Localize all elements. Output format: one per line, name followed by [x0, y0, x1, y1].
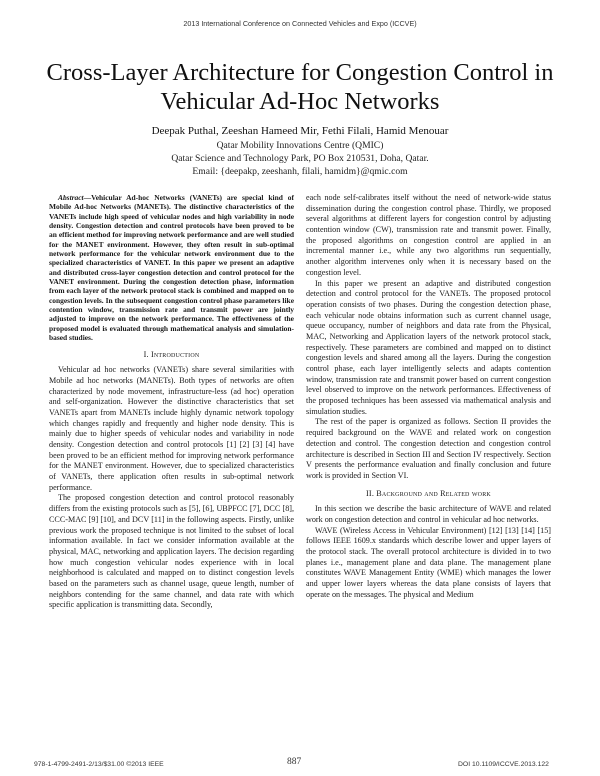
abstract-label: Abstract [58, 193, 84, 202]
section-title: Background and Related work [376, 488, 491, 498]
affiliation-block [0, 140, 600, 178]
paragraph: Vehicular ad hoc networks (VANETs) share several similarities with Mobile ad hoc networks (MANETs). Both types of networks are often characterized by node movement, infrastructure-less (ad hoc) operation and self-organization. However the distinctive characteristics that set VANETs apart from MANETs include highly dynamic network topology which changes rapidly and frequently and higher node density. This is mainly due to higher speeds of vehicular nodes and variability in node density. Congestion detection and control protocols [1] [2] [3] [4] have been proved to be an efficient method for improving network performance for the MANET environment. However, due to specialized characteristics of VANETs, there application often results in sub-optimal network performance. [49, 365, 294, 492]
author-list: Deepak Puthal, Zeeshan Hameed Mir, Fethi Filali, Hamid Menouar [151, 125, 449, 137]
affiliation-line-1: Qatar Mobility Innovations Centre (QMIC) [216, 140, 384, 151]
paragraph: In this paper we present an adaptive and distributed congestion detection and control protocol for the VANETs. The proposed protocol operation consists of two phases. During the congestion detection phase, each vehicular node obtains information such as current channel usage, queue occupancy, number of neighbors and data rate from the Physical, MAC, Networking and Application layers of the network protocol stack, respectively. These parameters are combined and mapped on to distinct congestion levels and shared among all the layers. During the congestion control phase, each layer intelligently selects and adapts contention window, transmission rate and transmit power based on current congestion level observed to improve on the network performances. Effectiveness of the proposed techniques has been assessed via mathematical analysis and simulation studies. [306, 278, 551, 416]
section-heading-introduction [49, 350, 294, 361]
right-column [306, 193, 551, 600]
section-heading-background [306, 489, 551, 500]
section-number: II. [366, 488, 375, 498]
abstract [49, 193, 294, 343]
page-number: 887 [287, 757, 302, 767]
paragraph: In this section we describe the basic architecture of WAVE and related work on congestion detection and control in vehicular ad hoc networks. [306, 504, 551, 524]
paragraph: each node self-calibrates itself without the need of network-wide status dissemination during the congestion control phase. Thirdly, we proposed several algorithms at different layers for congestion control by adjusting contention window (CW), transmission rate and transmit power. Finally, the proposed algorithms on congestion control are applied in an incremental manner i.e., while any two algorithms run sequentially, another algorithm intervenes only when it is necessary based on the congestion level. [306, 193, 551, 277]
left-column [49, 193, 294, 611]
paragraph: The rest of the paper is organized as follows. Section II provides the required background on the WAVE and related work on congestion detection and control. The congestion detection and congestion control architecture is described in Section III and Section IV respectively. Section V presents the performance evaluation and finally conclusion and future work is provided in Section VI. [306, 417, 551, 480]
paper-title: Cross-Layer Architecture for Congestion Control in Vehicular Ad-Hoc Networks [46, 59, 554, 115]
footer-doi: DOI 10.1109/ICCVE.2013.122 [458, 761, 549, 768]
paragraph: WAVE (Wireless Access in Vehicular Environment) [12] [13] [14] [15] follows IEEE 1609.x standards which describe lower and upper layers of the protocol stack. The overall protocol architecture is divided in to two planes i.e., management plane and data plane. The management plane constitutes WAVE Management Entity (WME) which manages the lower and upper lower layers whereas the data plane consists of layers that operate on the messages. The physical and Medium [306, 525, 551, 599]
section-title: Introduction [150, 349, 200, 359]
footer-isbn: 978-1-4799-2491-2/13/$31.00 ©2013 IEEE [34, 761, 164, 768]
affiliation-email: Email: {deepakp, zeeshanh, filali, hamidm}@qmic.com [192, 165, 408, 177]
conference-header: 2013 International Conference on Connected Vehicles and Expo (ICCVE) [183, 19, 417, 28]
abstract-text: —Vehicular Ad-hoc Networks (VANETs) are special kind of Mobile Ad-hoc Networks (MANETs). The distinctive characteristics of the VANETs include high speed of vehicular nodes and high variability in node density. Congestion detection and control protocols have been proved to be an efficient method for improving network performance and are well studied for the MANET environment. However, they often result in sub-optimal network performance for the vehicular network environment due to the specialized characteristics of VANET. In this paper we present an adaptive and distributed cross-layer congestion detection and control protocol for the VANET environment. During the congestion detection phase, information from each layer of the network protocol stack is combined and mapped on to congestion levels. In the subsequent congestion control phase parameters like contention window, transmission rate and transmit power are jointly adjusted to improve on the network performance. The effectiveness of the proposed model is evaluated through mathematical analysis and simulation-based studies. [49, 193, 294, 343]
affiliation-line-2: Qatar Science and Technology Park, PO Box 210531, Doha, Qatar. [171, 152, 429, 164]
section-number: I. [143, 349, 149, 359]
paragraph: The proposed congestion detection and control protocol reasonably differs from the existing protocols such as [5], [6], UBPFCC [7], DCC [8], CCC-MAC [9] [10], and DCV [11] in the following aspects. Firstly, unlike previous work the proposed technique is not limited to the subset of local information available. In fact we consider information available at the physical, MAC, networking and application layers. The decision regarding how much congestion vehicular nodes experience with in local neighborhood is calculated and mapped on to distinct congestion levels based on the parameters such as channel usage, queue length, number of neighbors contending for the same channel, and data rate with which specific application is transmitting data. Secondly, [49, 493, 294, 610]
